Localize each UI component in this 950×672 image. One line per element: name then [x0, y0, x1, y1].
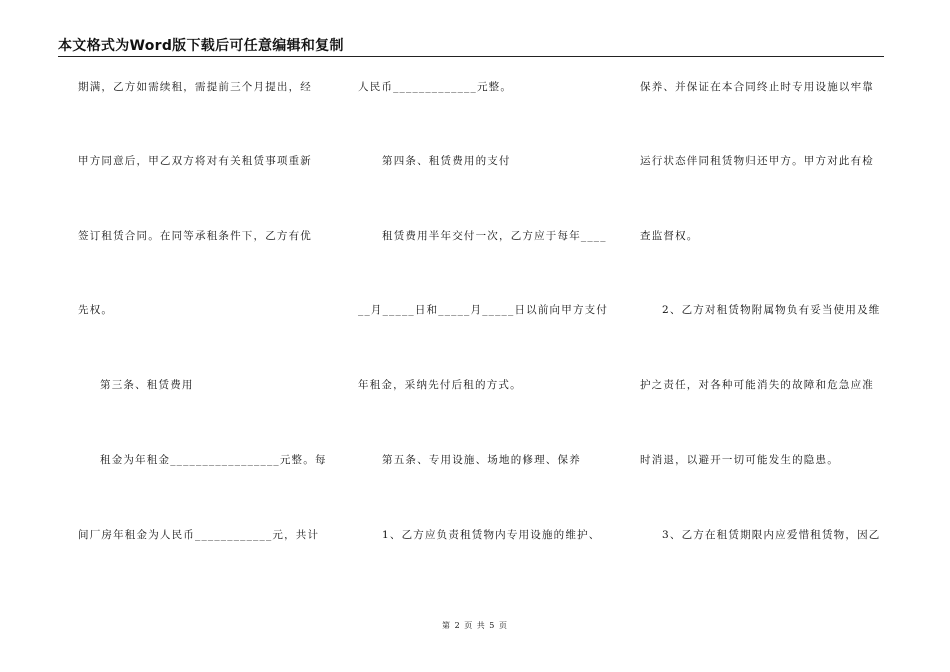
text-line: 甲方同意后，甲乙双方将对有关租赁事项重新: [78, 155, 312, 167]
text-line: 期满，乙方如需续租，需提前三个月提出，经: [78, 81, 312, 93]
header-title: 本文格式为Word版下载后可任意编辑和复制: [58, 38, 344, 54]
text-line: 年租金，采纳先付后租的方式。: [358, 379, 522, 391]
section-heading: 第四条、租赁费用的支付: [382, 155, 511, 167]
text-line: 人民币_____________元整。: [358, 81, 513, 93]
text-line: 时消退，以避开一切可能发生的隐患。: [640, 454, 839, 466]
text-line: 运行状态伴同租赁物归还甲方。甲方对此有检: [640, 155, 874, 167]
text-line: 签订租赁合同。在同等承租条件下，乙方有优: [78, 230, 312, 242]
section-heading: 第三条、租赁费用: [100, 379, 194, 391]
text-line: 租赁费用半年交付一次，乙方应于每年____: [382, 230, 607, 242]
page-number: 第 2 页 共 5 页: [442, 621, 508, 630]
text-line: 先权。: [78, 304, 114, 316]
page-header: [58, 34, 884, 57]
text-line: 2、乙方对租赁物附属物负有妥当使用及维: [662, 304, 881, 316]
text-line: 护之责任，对各种可能消失的故障和危急应准: [640, 379, 874, 391]
text-line: 租金为年租金_________________元整。每: [100, 454, 327, 466]
text-line: 3、乙方在租赁期限内应爱惜租赁物，因乙: [662, 529, 881, 541]
text-line: __月_____日和_____月_____日以前向甲方支付: [358, 304, 609, 316]
section-heading: 第五条、专用设施、场地的修理、保养: [382, 454, 581, 466]
text-line: 查监督权。: [640, 230, 699, 242]
text-line: 间厂房年租金为人民币____________元，共计: [78, 529, 320, 541]
text-line: 保养、并保证在本合同终止时专用设施以牢靠: [640, 81, 874, 93]
text-line: 1、乙方应负责租赁物内专用设施的维护、: [382, 529, 601, 541]
